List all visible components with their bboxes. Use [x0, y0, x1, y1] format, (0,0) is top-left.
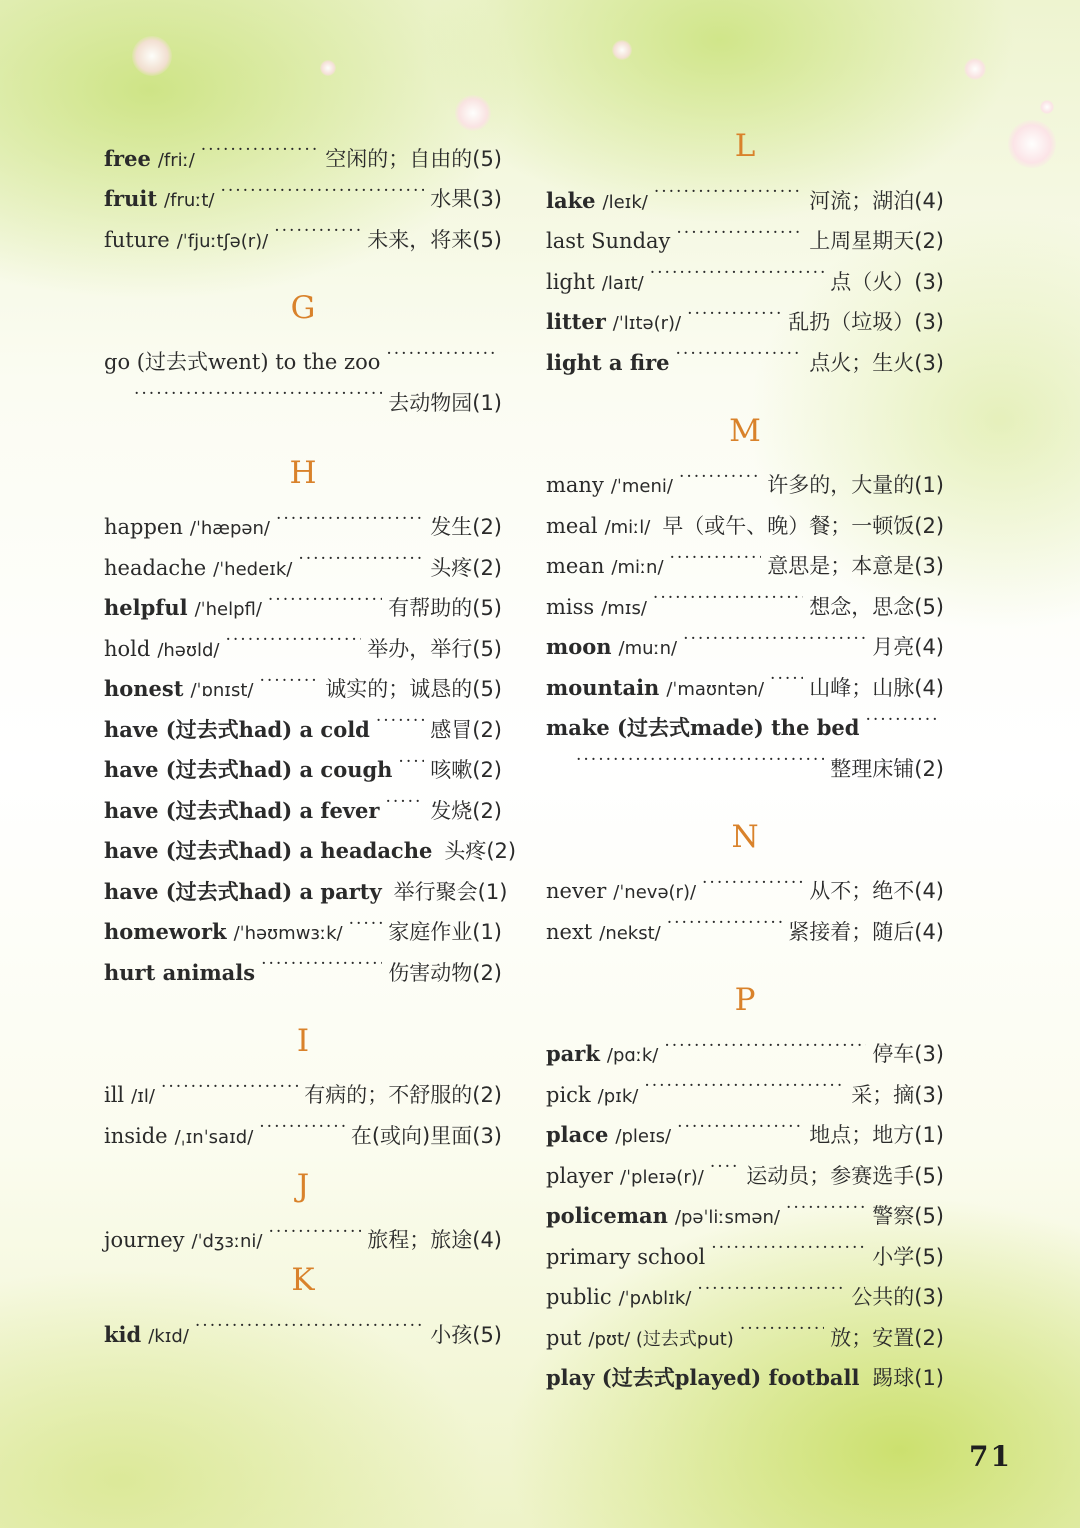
leader-dots — [259, 1102, 345, 1143]
leader-dots — [220, 166, 424, 207]
glossary-entry — [104, 1207, 502, 1252]
entry-word: litter — [546, 309, 606, 334]
section-j — [104, 1165, 502, 1252]
entry-word: honest — [104, 676, 184, 701]
section-k — [104, 1259, 502, 1347]
glossary-entry — [546, 735, 944, 781]
entry-phonetic: /nekst/ — [599, 922, 661, 944]
entry-phonetic: /mɪs/ — [601, 597, 647, 619]
entry-meaning: 从不；绝不(4) — [809, 879, 944, 903]
section-letter: N — [731, 818, 759, 855]
leader-dots — [865, 1345, 866, 1386]
leader-dots — [259, 656, 319, 697]
entry-phonetic: /laɪt/ — [601, 272, 644, 294]
entry-meaning: 感冒(2) — [430, 717, 502, 742]
leader-dots — [679, 452, 761, 493]
entry-word: moon — [546, 634, 612, 659]
right-column — [546, 125, 945, 1390]
decor-bubble — [132, 36, 172, 76]
entry-word: never — [546, 879, 607, 903]
leader-dots — [670, 533, 762, 574]
entry-word: ill — [104, 1083, 125, 1107]
section-h — [104, 452, 517, 985]
leader-dots — [676, 208, 803, 249]
entry-phonetic: /pɑːk/ — [606, 1045, 659, 1066]
left-column — [104, 125, 517, 1347]
entry-word: miss — [546, 594, 595, 619]
entry-meaning: 许多的，大量的(1) — [767, 473, 944, 497]
entry-word: make (过去式made) the bed — [546, 715, 860, 740]
section-letter: I — [296, 1022, 310, 1059]
leader-dots — [786, 1183, 866, 1224]
entry-phonetic: /muːn/ — [618, 638, 678, 659]
entry-word: primary school — [546, 1244, 706, 1269]
entry-meaning: 整理床铺(2) — [830, 756, 944, 781]
section-letter: H — [289, 454, 317, 491]
entry-phonetic: /həʊld/ — [157, 639, 220, 661]
entry-word: fruit — [104, 186, 158, 211]
entry-meaning: 伤害动物(2) — [388, 960, 502, 985]
leader-dots — [664, 1021, 866, 1062]
entry-meaning: 空闲的；自由的(5) — [325, 146, 502, 171]
leader-dots — [298, 534, 424, 575]
entry-phonetic: /ˈhæpən/ — [189, 518, 270, 539]
entry-meaning: 意思是；本意是(3) — [767, 554, 944, 578]
entry-meaning: 小学(5) — [872, 1244, 944, 1269]
leader-dots — [644, 1061, 845, 1102]
entry-phonetic: /ˈfjuːtʃə(r)/ — [176, 230, 269, 252]
entry-meaning: 运动员；参赛选手(5) — [746, 1163, 944, 1188]
leader-dots — [653, 573, 803, 614]
glossary-entry — [104, 494, 502, 539]
section-i — [104, 1020, 502, 1148]
entry-meaning: 停车(3) — [872, 1042, 944, 1066]
leader-dots — [225, 615, 361, 656]
entry-word: place — [546, 1122, 609, 1147]
leader-dots — [650, 248, 825, 289]
glossary-entry — [104, 1062, 502, 1107]
entry-meaning: 在(或向)里面(3) — [350, 1123, 502, 1148]
entry-word: hurt animals — [104, 959, 256, 985]
glossary-entry — [546, 858, 944, 903]
leader-dots — [274, 206, 361, 247]
entry-word: headache — [104, 555, 207, 580]
entry-word: many — [546, 473, 604, 497]
entry-meaning: 举办，举行(5) — [367, 636, 502, 661]
entry-word: inside — [104, 1123, 168, 1148]
entry-word: light — [546, 269, 595, 294]
entry-word: helpful — [104, 595, 188, 620]
section-letter: P — [734, 981, 756, 1018]
entry-word: homework — [104, 919, 227, 944]
entry-phonetic: /ˈlɪtə(r)/ — [612, 313, 682, 334]
leader-dots — [201, 125, 319, 166]
section-letter: K — [291, 1262, 315, 1298]
entry-meaning: 早（或午、晚）餐；一顿饭(2) — [662, 513, 945, 538]
entry-meaning: 踢球(1) — [872, 1366, 944, 1390]
entry-phonetic: /ɪl/ — [131, 1086, 155, 1107]
entry-word: free — [104, 145, 151, 171]
entry-phonetic: /ˈmaʊntən/ — [666, 678, 765, 700]
entry-meaning: 有帮助的(5) — [388, 596, 502, 620]
entry-phonetic: /pleɪs/ — [615, 1126, 672, 1147]
entry-phonetic: /ˈmeni/ — [610, 476, 673, 497]
leader-dots — [683, 614, 866, 655]
entry-word: have (过去式had) a headache — [104, 838, 433, 863]
entry-meaning: 诚实的；诚恳的(5) — [325, 677, 502, 701]
section-letter: J — [296, 1167, 310, 1204]
leader-dots — [376, 696, 424, 737]
leader-dots — [276, 494, 424, 535]
entry-word: light a fire — [546, 349, 670, 375]
entry-meaning: 月亮(4) — [872, 635, 944, 659]
entry-word: public — [546, 1285, 612, 1309]
entry-word: park — [546, 1041, 600, 1066]
entry-word: hold — [104, 636, 151, 661]
entry-meaning: 想念，思念(5) — [809, 594, 944, 619]
decor-bubble — [1008, 120, 1056, 168]
glossary-entry — [546, 1021, 944, 1066]
entry-phonetic: /ˌɪnˈsaɪd/ — [174, 1126, 254, 1148]
leader-dots — [654, 167, 803, 208]
entry-meaning: 紧接着；随后(4) — [788, 919, 944, 944]
entry-meaning: 乱扔（垃圾）(3) — [788, 310, 944, 334]
page-number: 71 — [969, 1440, 1012, 1473]
glossary-entry — [546, 452, 944, 497]
entry-meaning: 上周星期天(2) — [809, 229, 944, 253]
leader-dots — [677, 1102, 803, 1143]
decor-bubble — [320, 60, 336, 76]
entry-word: mean — [546, 554, 605, 578]
entry-phonetic: /miːl/ — [604, 516, 651, 538]
entry-meaning: 未来，将来(5) — [367, 227, 502, 252]
entry-word: mountain — [546, 674, 660, 700]
entry-word: have (过去式had) a cold — [104, 716, 370, 742]
leader-dots — [711, 1223, 866, 1264]
entry-meaning: 警察(5) — [872, 1204, 944, 1228]
entry-word: play (过去式played) football — [546, 1365, 860, 1390]
entry-meaning: 山峰；山脉(4) — [809, 675, 944, 700]
entry-phonetic: /leɪk/ — [602, 191, 648, 213]
section-letter: M — [729, 412, 761, 449]
entry-word: have (过去式had) a party — [104, 878, 382, 904]
leader-dots — [398, 737, 424, 778]
entry-phonetic: /pʊt/ (过去式put) — [588, 1328, 734, 1350]
entry-phonetic: /ˈhelpfl/ — [194, 599, 262, 620]
leader-dots — [195, 1301, 424, 1342]
entry-meaning: 公共的(3) — [851, 1285, 944, 1309]
entry-meaning: 地点；地方(1) — [809, 1123, 944, 1147]
entry-phonetic: /pɪk/ — [597, 1085, 639, 1107]
section-n — [546, 816, 944, 944]
entry-phonetic: /ˈdʒɜːni/ — [191, 1231, 263, 1252]
leader-dots — [385, 777, 424, 818]
leader-dots — [268, 575, 382, 616]
leader-dots — [576, 735, 824, 776]
entry-word: have (过去式had) a cough — [104, 757, 393, 782]
section-f — [104, 125, 502, 252]
entry-word: last Sunday — [546, 229, 671, 253]
entry-word: have (过去式had) a fever — [104, 797, 380, 823]
leader-dots — [386, 329, 496, 370]
entry-word: meal — [546, 513, 598, 538]
entry-phonetic: /ˈhedeɪk/ — [213, 558, 293, 580]
glossary-entry — [546, 167, 944, 213]
leader-dots — [269, 1207, 362, 1248]
leader-dots — [702, 858, 803, 899]
entry-word: put — [546, 1325, 582, 1350]
entry-phonetic: /ˈpʌblɪk/ — [618, 1288, 692, 1309]
entry-meaning: 发生(2) — [430, 515, 502, 539]
section-p — [546, 979, 944, 1390]
entry-phonetic: /ˈpleɪə(r)/ — [620, 1166, 704, 1188]
entry-meaning: 去动物园(1) — [388, 390, 502, 415]
entry-meaning: 点（火）(3) — [830, 269, 944, 294]
section-l — [546, 125, 944, 375]
entry-phonetic: /miːn/ — [611, 557, 664, 578]
leader-dots — [161, 1062, 298, 1103]
entry-word: go (过去式went) to the zoo — [104, 350, 381, 374]
entry-meaning: 有病的；不舒服的(2) — [304, 1083, 502, 1107]
entry-phonetic: /kɪd/ — [148, 1325, 189, 1347]
leader-dots — [676, 329, 804, 370]
leader-dots — [740, 1304, 824, 1345]
glossary-entry — [104, 1301, 502, 1347]
leader-dots — [349, 899, 383, 940]
leader-dots — [710, 1142, 740, 1183]
entry-meaning: 家庭作业(1) — [388, 920, 502, 944]
entry-meaning: 咳嗽(2) — [430, 758, 502, 782]
entry-word: player — [546, 1163, 614, 1188]
leader-dots — [261, 939, 382, 980]
entry-meaning: 举行聚会(1) — [393, 879, 508, 904]
entry-meaning: 水果(3) — [430, 187, 502, 211]
entry-word: happen — [104, 515, 183, 539]
entry-word: next — [546, 919, 593, 944]
section-letter: L — [734, 128, 756, 164]
leader-dots — [687, 289, 782, 330]
entry-word: future — [104, 227, 170, 252]
entry-meaning: 小孩(5) — [430, 1322, 502, 1347]
leader-dots — [697, 1264, 845, 1305]
entry-meaning: 放；安置(2) — [830, 1325, 944, 1350]
section-g — [104, 287, 502, 415]
entry-meaning: 头疼(2) — [430, 555, 502, 580]
leader-dots — [667, 898, 783, 939]
section-letter: G — [290, 289, 316, 326]
entry-word: lake — [546, 187, 596, 213]
decor-bubble — [964, 58, 986, 80]
entry-word: journey — [104, 1228, 185, 1252]
glossary-entry — [104, 329, 502, 374]
section-m — [546, 410, 945, 781]
entry-meaning: 点火；生火(3) — [809, 350, 944, 375]
entry-word: pick — [546, 1082, 591, 1107]
entry-meaning: 旅程；旅途(4) — [367, 1228, 502, 1252]
entry-meaning: 采；摘(3) — [851, 1082, 944, 1107]
glossary-entry — [104, 369, 502, 415]
entry-phonetic: /pəˈliːsmən/ — [674, 1207, 780, 1228]
leader-dots — [770, 654, 803, 695]
leader-dots — [865, 695, 938, 736]
entry-meaning: 发烧(2) — [430, 798, 502, 823]
entry-phonetic: /friː/ — [157, 149, 195, 171]
entry-word: kid — [104, 1321, 142, 1347]
entry-meaning: 河流；湖泊(4) — [809, 188, 944, 213]
entry-phonetic: /fruːt/ — [164, 190, 215, 211]
entry-meaning: 头疼(2) — [444, 839, 517, 863]
decor-bubble — [1040, 100, 1054, 114]
entry-phonetic: /ˈhəʊmwɜːk/ — [233, 923, 343, 944]
entry-phonetic: /ˈnevə(r)/ — [613, 882, 697, 903]
decor-bubble — [612, 40, 632, 60]
entry-phonetic: /ˈɒnɪst/ — [190, 680, 254, 701]
entry-word: policeman — [546, 1203, 668, 1228]
leader-dots — [134, 369, 382, 410]
glossary-entry — [104, 125, 502, 171]
